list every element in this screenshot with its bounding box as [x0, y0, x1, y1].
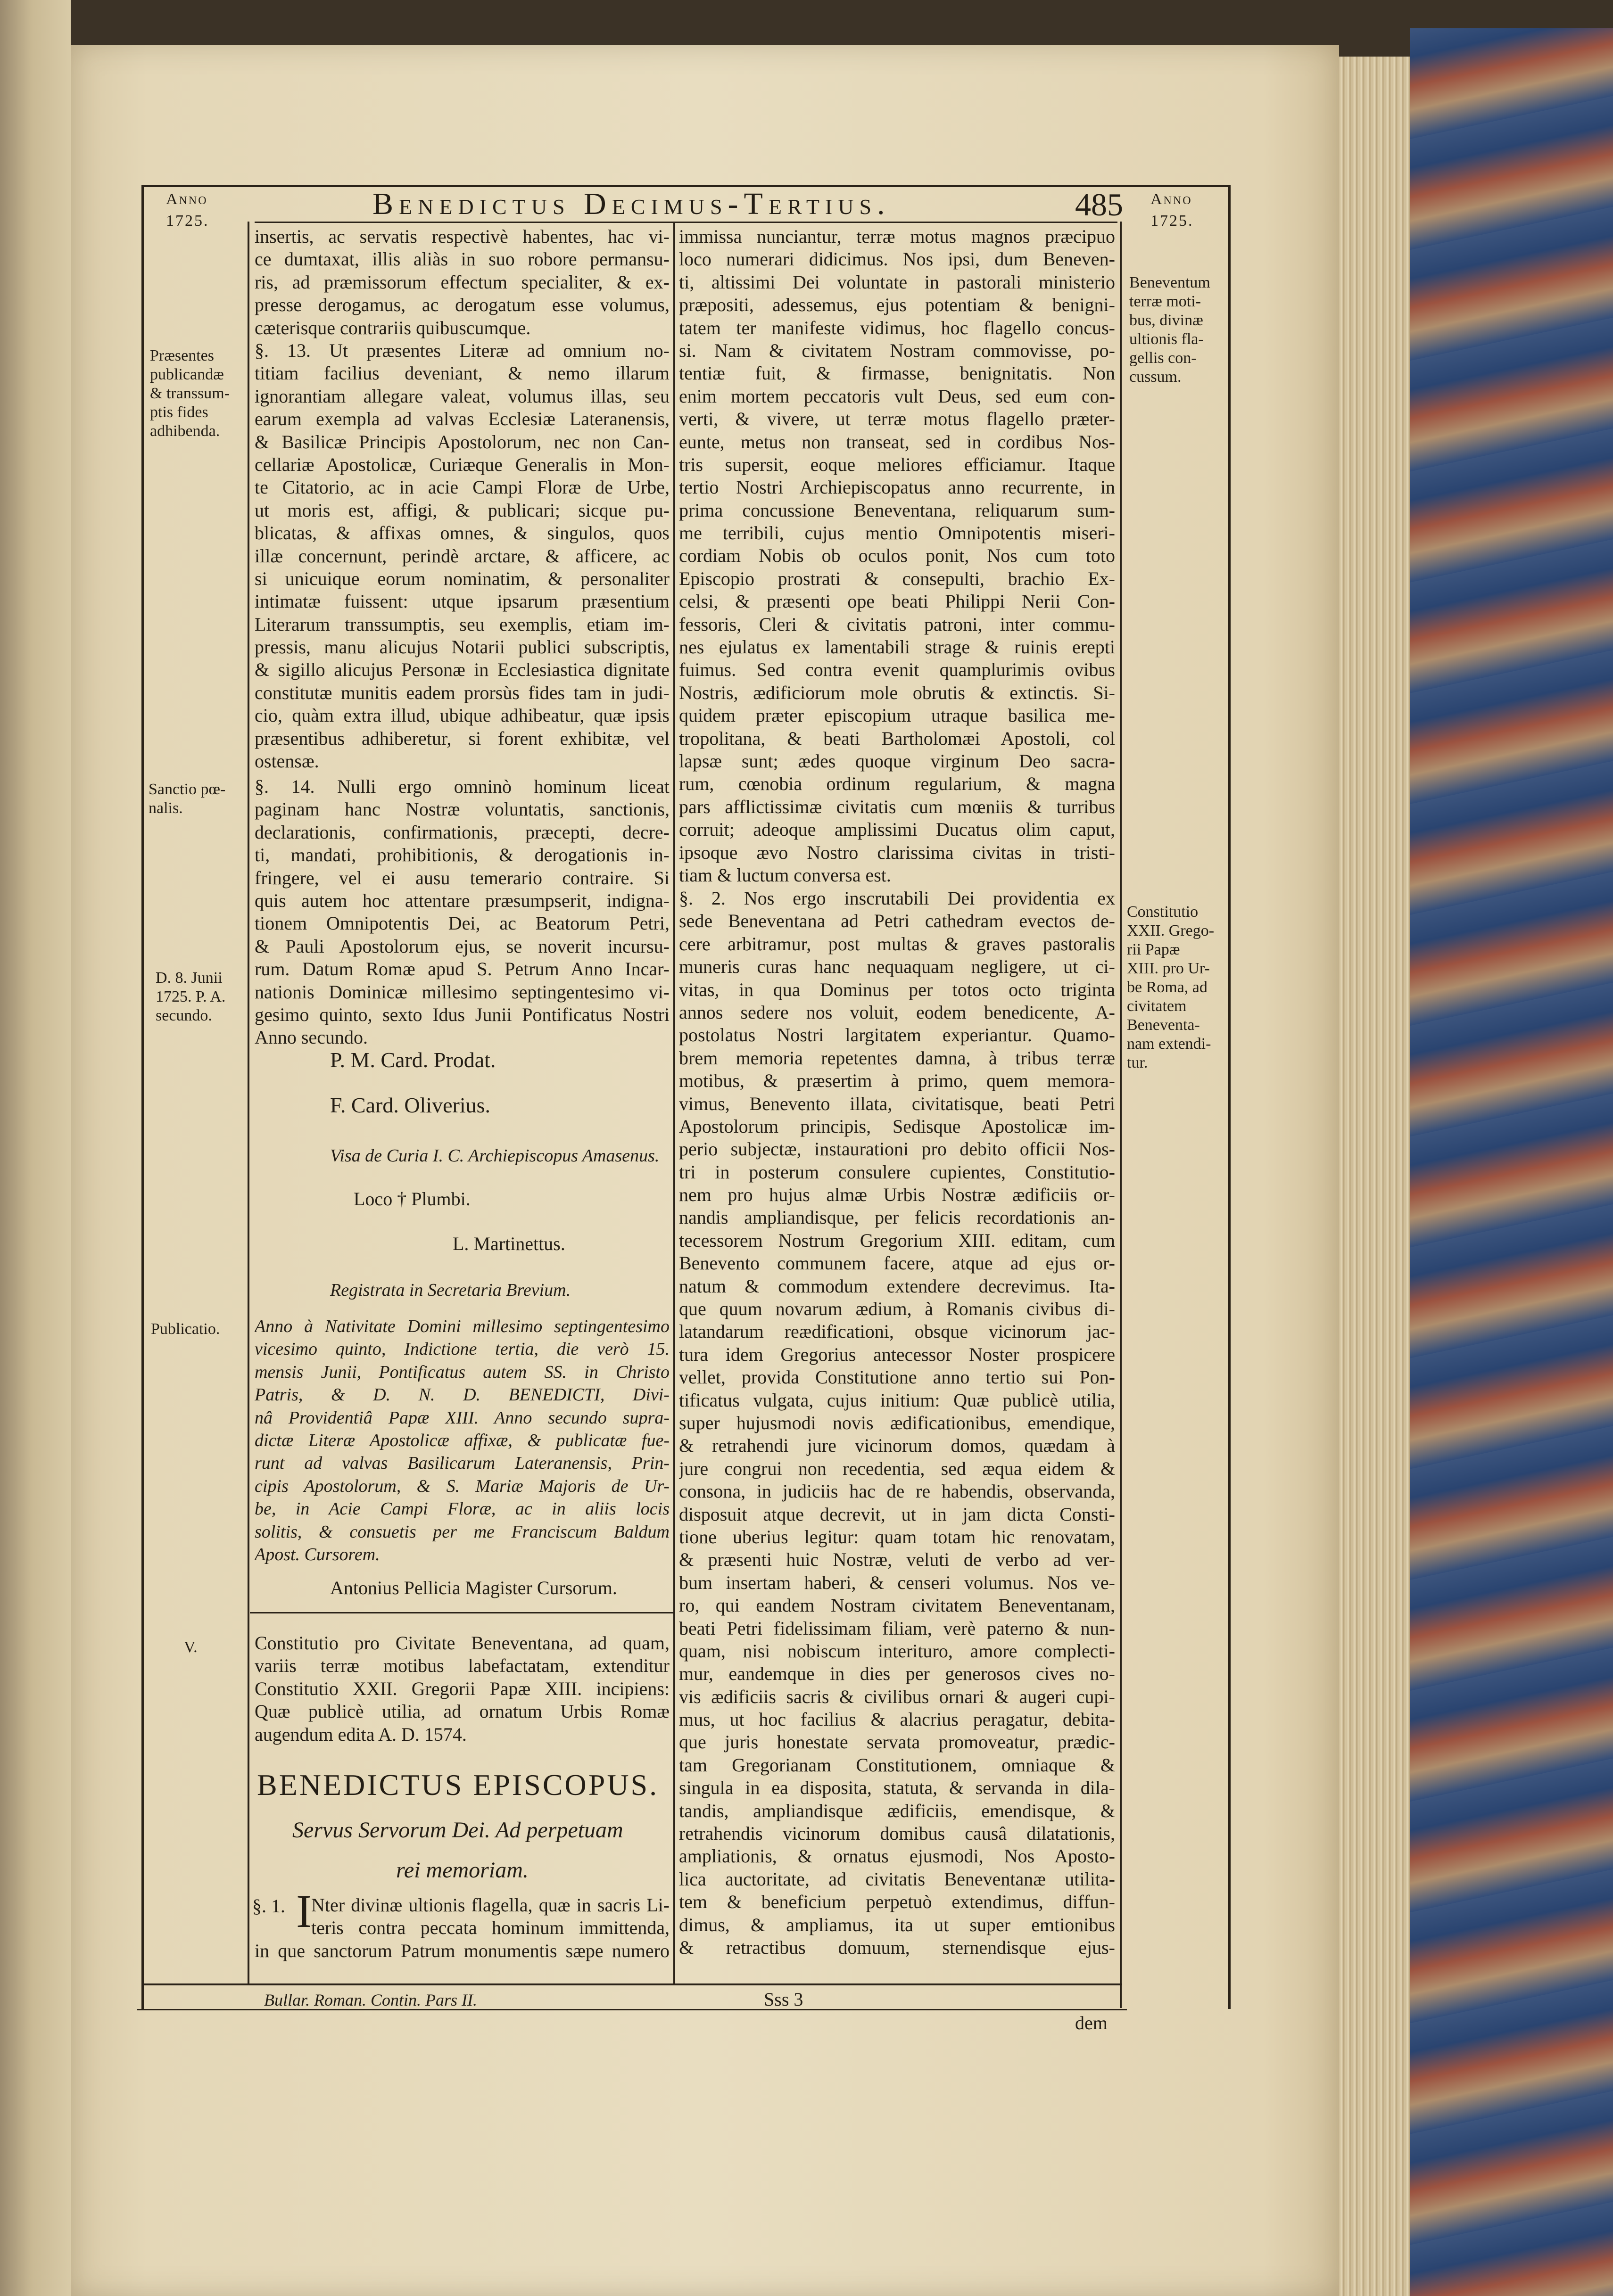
text-line: quam, nisi nobiscum interituro, amore complecti- [679, 1640, 1115, 1662]
text-line: motibus, & præsertim à primo, quem memora- [679, 1070, 1115, 1092]
text-line: fringere, vel ei ausu temerario contraire. Si [255, 867, 670, 889]
signature-oliverius: F. Card. Oliverius. [330, 1093, 491, 1117]
text-line: cio, quàm extra illud, ubique adhibeatur, quæ ipsis [255, 705, 670, 726]
text-line: dictæ Literæ Apostolicæ affixæ, & publicatæ fue- [255, 1430, 670, 1450]
text-line: fuimus. Sed contra evenit quamplurimis ovibus [679, 659, 1115, 681]
text-line: nes ejulatus ex lamentabili strage & ruinis erepti [679, 636, 1115, 658]
text-line: tri in posterum consulere cupientes, Constitutio- [679, 1161, 1115, 1183]
margin-line: Publicatio. [151, 1320, 220, 1338]
pellicia-line: Antonius Pellicia Magister Cursorum. [330, 1577, 617, 1598]
text-line: intimatæ fuissent: utque ipsarum præsentium [255, 591, 670, 612]
text-line: cellariæ Apostolicæ, Curiæque Generalis in Mon- [255, 453, 670, 475]
text-line: si. Nam & civitatem Nostram commovisse, po- [679, 339, 1115, 361]
margin-line: XXII. Grego- [1127, 922, 1215, 939]
martinettus: L. Martinettus. [453, 1233, 565, 1254]
text-line: mensis Junii, Pontificatus autem SS. in Christo [255, 1362, 670, 1382]
servus-line-2: rei memoriam. [396, 1858, 529, 1883]
text-line: que juris honestate servata promoveatur, prædic- [679, 1731, 1115, 1753]
text-line: nationis Dominicæ millesimo septingentesimo vi- [255, 981, 670, 1003]
text-line: tentiæ fuit, & firmasse, benignitatis. Non [679, 362, 1115, 384]
text-line: postolatus Nostri largitatem experiantur. Quamo- [679, 1024, 1115, 1046]
marbled-edge [1410, 28, 1613, 2296]
left-para-14 [255, 775, 670, 1049]
text-line: paginam hanc Nostræ voluntatis, sanctionis, [255, 798, 670, 820]
page-edges [1339, 57, 1410, 2296]
right-para-top [679, 225, 1115, 887]
margin-line: Constitutio [1127, 903, 1199, 921]
para-1-label: §. 1. [252, 1895, 285, 1917]
text-line: solitis, & consuetis per me Franciscum Baldum [255, 1522, 670, 1542]
text-line: tam Gregorianam Constitutionem, omniaque & [679, 1754, 1115, 1776]
text-line: immissa nunciantur, terræ motus magnos præcipuo [679, 226, 1115, 247]
text-line: Benevento communem facere, atque ad ejus or- [679, 1252, 1115, 1274]
text-line: enim mortem peccatoris vult Deus, sed eum con- [679, 385, 1115, 407]
text-line: & retractibus domuum, sternendisque ejus- [679, 1936, 1115, 1958]
text-line: Constitutio pro Civitate Beneventana, ad quam, [255, 1632, 670, 1654]
text-line: insertis, ac servatis respectivè habentes, hac vi- [255, 226, 670, 247]
text-line: cordiam Nobis ob oculos ponit, Nos cum toto [679, 545, 1115, 567]
text-line: tionem Omnipotentis Dei, ac Beatorum Petri, [255, 913, 670, 934]
text-line: §. 14. Nulli ergo omninò hominum liceat [255, 776, 670, 797]
para-1-initial: I [296, 1885, 312, 1937]
text-line: pressis, manu alicujus Notarii publici subscriptis, [255, 636, 670, 658]
anno-right-year: 1725. [1150, 212, 1194, 230]
text-line: eunte, metus non transeat, sed in cordibus Nos- [679, 431, 1115, 453]
margin-line: rii Papæ [1127, 941, 1180, 958]
text-line: runt ad valvas Basilicarum Lateranensis, Prin- [255, 1453, 670, 1473]
text-line: tropolitana, & beati Bartholomæi Apostoli, col [679, 727, 1115, 749]
visa-line: Visa de Curia I. C. Archiepiscopus Amasenus. [330, 1146, 660, 1166]
text-line: bum insertam haberi, & censeri volumus. Nos ve- [679, 1572, 1115, 1593]
text-line: jure congrui non recedentia, sed æqua eidem & [679, 1457, 1115, 1479]
margin-line: Beneventa- [1127, 1016, 1200, 1034]
text-line: gesimo quinto, sexto Idus Junii Pontificatus Nostri [255, 1004, 670, 1025]
text-line: Literarum transsumptis, seu exemplis, etiam im- [255, 613, 670, 635]
text-line: disposuit atque decrevit, ut in jam dicta Consti- [679, 1503, 1115, 1525]
text-line: ostensæ. [255, 750, 319, 772]
text-line: tiam & luctum conversa est. [679, 864, 891, 886]
margin-line: & transsum- [150, 385, 230, 402]
footer-title: Bullar. Roman. Contin. Pars II. [264, 1991, 478, 2009]
text-line: brem memoria repetentes damna, à tribus terræ [679, 1047, 1115, 1069]
page-number: 485 [1075, 187, 1123, 222]
text-line: vellet, provida Constitutione anno tertio sui Pon- [679, 1366, 1115, 1388]
margin-line: nam extendi- [1127, 1035, 1211, 1053]
text-line: in que sanctorum Patrum monumentis sæpe numero [255, 1940, 670, 1961]
margin-line: V. [184, 1638, 198, 1656]
left-para-top [255, 225, 670, 339]
margin-line: publicandæ [150, 366, 224, 383]
text-line: que quum novarum ædium, à Romanis civibus di- [679, 1298, 1115, 1320]
text-line: illæ concernunt, perindè arctare, & afficere, ac [255, 545, 670, 567]
text-line: Constitutio XXII. Gregorii Papæ XIII. incipiens: [255, 1678, 670, 1699]
text-line: Quæ publicè utilia, ad ornatum Urbis Romæ [255, 1701, 670, 1722]
margin-line: terræ moti- [1129, 293, 1201, 310]
text-line: muneris curas hanc nequaquam negligere, ut ci- [679, 956, 1115, 978]
text-line: quis autem hoc attentare præsumpserit, indigna- [255, 889, 670, 911]
text-line: natum & commodum extendere decrevimus. Ita- [679, 1275, 1115, 1297]
right-para-2 [679, 887, 1115, 1982]
text-line: retrahendis vicinorum domibus causâ dilatationis, [679, 1823, 1115, 1844]
text-line: præsentibus adhiberetur, si forent exhibitæ, vel [255, 727, 670, 749]
text-line: tione uberius legitur: quam totam hic renovatam, [679, 1526, 1115, 1547]
margin-line: cussum. [1129, 368, 1182, 386]
servus-line-1: Servus Servorum Dei. Ad perpetuam [292, 1818, 623, 1843]
text-line: tificatus vulgata, cujus initium: Quæ publicè utilia, [679, 1389, 1115, 1411]
text-line: Patris, & D. N. D. BENEDICTI, Divi- [255, 1385, 670, 1405]
anno-left-year: 1725. [166, 212, 209, 230]
text-line: beati Petri fidelissimam filiam, verè paterno & nun- [679, 1617, 1115, 1639]
text-line: augendum edita A. D. 1574. [255, 1723, 467, 1745]
left-outer-rule [141, 185, 144, 2009]
margin-line: tur. [1127, 1054, 1148, 1071]
text-line: vis ædificiis sacris & civilibus ornari & augeri cupi- [679, 1686, 1115, 1707]
text-line: tris supersit, eoque meliores efficiamur. Itaque [679, 453, 1115, 475]
text-line: vimus, Benevento illata, civitatisque, beati Petri [679, 1093, 1115, 1114]
margin-line: civitatem [1127, 997, 1187, 1015]
text-line: celsi, & præsenti ope beati Philippi Nerii Con- [679, 591, 1115, 612]
text-line: rum. Datum Romæ apud S. Petrum Anno Incar- [255, 958, 670, 980]
text-line: annos sedere nos voluit, eodem benedicente, A- [679, 1001, 1115, 1023]
text-line: consona, in judiciis hac de re habendis, observanda, [679, 1481, 1115, 1502]
margin-line: XIII. pro Ur- [1127, 960, 1210, 977]
text-line: nâ Providentiâ Papæ XIII. Anno secundo supra- [255, 1407, 670, 1428]
text-line: nandis ampliandisque, per felicis recordationis an- [679, 1207, 1115, 1228]
text-line: variis terræ motibus labefactatam, extenditur [255, 1655, 670, 1677]
text-line: Apost. Cursorem. [255, 1544, 380, 1564]
text-line: constitutæ munitis eadem prorsùs fides tam in judi- [255, 682, 670, 703]
registrata-line: Registrata in Secretaria Brevium. [330, 1280, 571, 1300]
margin-note-praesentes [150, 346, 244, 441]
text-line: ipsoque ævo Nostro clarissima civitas in tristi- [679, 841, 1115, 863]
text-line: earum exempla ad valvas Ecclesiæ Lateranensis, [255, 408, 670, 430]
text-line: mus, ut hoc facilius & alacrius peragatur, debita- [679, 1709, 1115, 1730]
text-line: vicesimo quinto, Indictione tertia, die verò 15. [255, 1339, 670, 1359]
text-line: te Citatorio, ac in acie Campi Floræ de Urbe, [255, 477, 670, 498]
text-line: ignorantiam allegare valeat, volumus illas, seu [255, 385, 670, 407]
text-line: si unicuique eorum nominatim, & personaliter [255, 568, 670, 589]
text-line: cere arbitramur, post multas & graves pastoralis [679, 933, 1115, 955]
text-line: pars afflictissimæ civitatis cum mœniis & turribus [679, 796, 1115, 817]
margin-line: Sanctio pœ- [149, 781, 226, 798]
benedictus-heading: BENEDICTUS EPISCOPUS. [257, 1768, 659, 1802]
text-line: declarationis, confirmationis, præcepti, decre- [255, 821, 670, 843]
anno-left [166, 189, 209, 232]
text-line: & retrahendi jure vicinorum domos, quædam à [679, 1435, 1115, 1457]
text-line: perio subjectæ, instaurationi pro debito officii Nos- [679, 1138, 1115, 1160]
signature-mark: Sss 3 [764, 1989, 803, 2010]
text-line: Anno secundo. [255, 1027, 368, 1048]
margin-note-constitutio [1127, 903, 1228, 1072]
text-line: singula in ea disposita, statuta, & servanda in dila- [679, 1777, 1115, 1799]
text-line: verti, & vivere, ut terræ motus flagello præter- [679, 408, 1115, 430]
text-line: & Basilicæ Principis Apostolorum, nec non Can- [255, 431, 670, 453]
constitution-summary [255, 1632, 670, 1746]
text-line: & præsenti huic Nostræ, veluti de verbo ad ver- [679, 1549, 1115, 1571]
text-line: quidem præter episcopium utraque basilica me- [679, 705, 1115, 726]
text-line: lapsæ sunt; ædes quoque virginum Deo sacra- [679, 750, 1115, 772]
margin-line: ultionis fla- [1129, 330, 1204, 348]
summary-rule [250, 1612, 674, 1613]
text-line: cæterisque contrariis quibuscumque. [255, 317, 531, 338]
text-line: §. 2. Nos ergo inscrutabili Dei providentia ex [679, 888, 1115, 909]
text-line: Nostris, ædificiorum mole obrutis & extinctis. Si- [679, 682, 1115, 703]
publicatio-text [255, 1315, 670, 1566]
text-line: dimus, & ampliamus, ita ut super emtionibus [679, 1914, 1115, 1935]
text-line: & sigillo alicujus Personæ in Ecclesiastica dignitate [255, 659, 670, 681]
text-line: Nter divinæ ultionis flagella, quæ in sacris Li- [311, 1894, 670, 1916]
loco-plumbi: Loco † Plumbi. [354, 1188, 471, 1210]
margin-note-v [184, 1638, 231, 1657]
text-line: nem pro hujus almæ Urbis Nostræ ædificiis or- [679, 1184, 1115, 1206]
margin-line: secundo. [156, 1007, 212, 1024]
margin-note-date [156, 969, 245, 1025]
text-line: tura idem Gregorius antecessor Noster prospicere [679, 1343, 1115, 1365]
margin-line: Præsentes [150, 347, 214, 364]
margin-line: ptis fides [150, 403, 208, 421]
margin-note-sanctio [149, 780, 245, 818]
text-line: titiam facilius deveniant, & nemo illarum [255, 362, 670, 384]
anno-right [1150, 189, 1194, 232]
para-1-text [255, 1894, 670, 1962]
text-line: §. 13. Ut præsentes Literæ ad omnium no- [255, 340, 670, 361]
center-rule [673, 222, 675, 1984]
text-line: teris contra peccata hominum immittenda, [311, 1917, 670, 1939]
text-line: mur, eandemque in dies per generosos cives no- [679, 1663, 1115, 1685]
left-page-edge [0, 0, 71, 2296]
bottom-rule [141, 1983, 1122, 1985]
text-line: latandarum reædificationi, obsque vicinorum jac- [679, 1321, 1115, 1342]
right-inner-rule [1120, 222, 1122, 2008]
margin-line: D. 8. Junii [156, 969, 223, 987]
text-line [679, 1959, 1115, 1982]
running-title: Benedictus Decimus-Tertius. [372, 187, 891, 221]
text-line: prima concussione Beneventana, reliquarum sum- [679, 499, 1115, 521]
text-line: tertio Nostri Archiepiscopatus anno recurrente, in [679, 477, 1115, 498]
text-line: tem & beneficium perpetuò extendimus, diffun- [679, 1891, 1115, 1913]
text-line: fessoris, Cleri & civitatis patroni, inter commu- [679, 613, 1115, 635]
text-line: ce dumtaxat, illis aliàs in suo robore permansu- [255, 248, 670, 270]
signature-prodat: P. M. Card. Prodat. [330, 1048, 496, 1072]
margin-line: Beneventum [1129, 274, 1210, 291]
margin-line: gellis con- [1129, 349, 1197, 367]
text-line: cipis Apostolorum, & S. Mariæ Majoris de Ur- [255, 1476, 670, 1496]
text-line: ut moris est, affigi, & publicari; sicque pu- [255, 499, 670, 521]
text-line: be, in Acie Campi Floræ, ac in aliis locis [255, 1499, 670, 1519]
text-line: Apostolorum principis, Sedisque Apostolicæ im- [679, 1115, 1115, 1137]
anno-left-word: Anno [166, 190, 208, 208]
text-line: ti, altissimi Dei voluntate in pastorali ministerio [679, 271, 1115, 293]
text-line: lica auctoritate, ad civitatis Beneventanæ utilita- [679, 1868, 1115, 1890]
margin-note-publicatio [151, 1320, 245, 1339]
text-line: præpositi, adessemus, ejus potentiam & benigni- [679, 294, 1115, 316]
text-line: ampliationis, & ornatus ejusmodi, Nos Aposto- [679, 1845, 1115, 1867]
text-line: ti, mandati, prohibitionis, & derogationis in- [255, 844, 670, 866]
text-line: & Pauli Apostolorum ejus, se noverit incursu- [255, 935, 670, 957]
margin-line: bus, divinæ [1129, 312, 1203, 329]
margin-note-beneventum [1129, 273, 1228, 387]
text-line: ro, qui eandem Nostram civitatem Beneventanam, [679, 1595, 1115, 1616]
text-line: presse derogamus, ac derogatum esse volumus, [255, 294, 670, 316]
text-line: sede Beneventana ad Petri cathedram evectos de- [679, 910, 1115, 932]
margin-line: 1725. P. A. [156, 988, 226, 1005]
text-line: tandis, ampliandisque ædificiis, emendisque, & [679, 1800, 1115, 1821]
text-line: Anno à Nativitate Domini millesimo septingentesimo [255, 1317, 670, 1336]
text-line: rum, cœnobia ordinum regularium, & magna [679, 773, 1115, 795]
text-line: loco numerari didicimus. Nos ipsi, dum Beneven- [679, 248, 1115, 270]
margin-line: be Roma, ad [1127, 979, 1208, 996]
catchword: dem [1075, 2012, 1108, 2033]
left-inner-rule [248, 222, 249, 1984]
margin-line: nalis. [149, 799, 183, 817]
text-line: me terribili, cujus mentio Omnipotentis miseri- [679, 522, 1115, 544]
text-line: vitas, in qua Dominus per totos octo triginta [679, 979, 1115, 1000]
text-line: blicatas, & affixas omnes, & singulos, quos [255, 522, 670, 544]
text-line: tecessorem Nostrum Gregorium XIII. editam, cum [679, 1229, 1115, 1251]
anno-right-word: Anno [1150, 190, 1192, 208]
text-line: ris, ad præmissorum effectum specialiter, & ex- [255, 271, 670, 293]
text-line: tatem ter manifeste vidimus, hoc flagello concus- [679, 317, 1115, 338]
text-line: super hujusmodi novis ædificationibus, emendique, [679, 1412, 1115, 1433]
left-para-13 [255, 339, 670, 773]
right-outer-rule [1228, 185, 1231, 2009]
text-line: Episcopio prostrati & consepulti, brachio Ex- [679, 568, 1115, 589]
margin-line: adhibenda. [150, 422, 220, 440]
text-line: corruit; adeoque amplissimi Ducatus olim caput, [679, 819, 1115, 840]
